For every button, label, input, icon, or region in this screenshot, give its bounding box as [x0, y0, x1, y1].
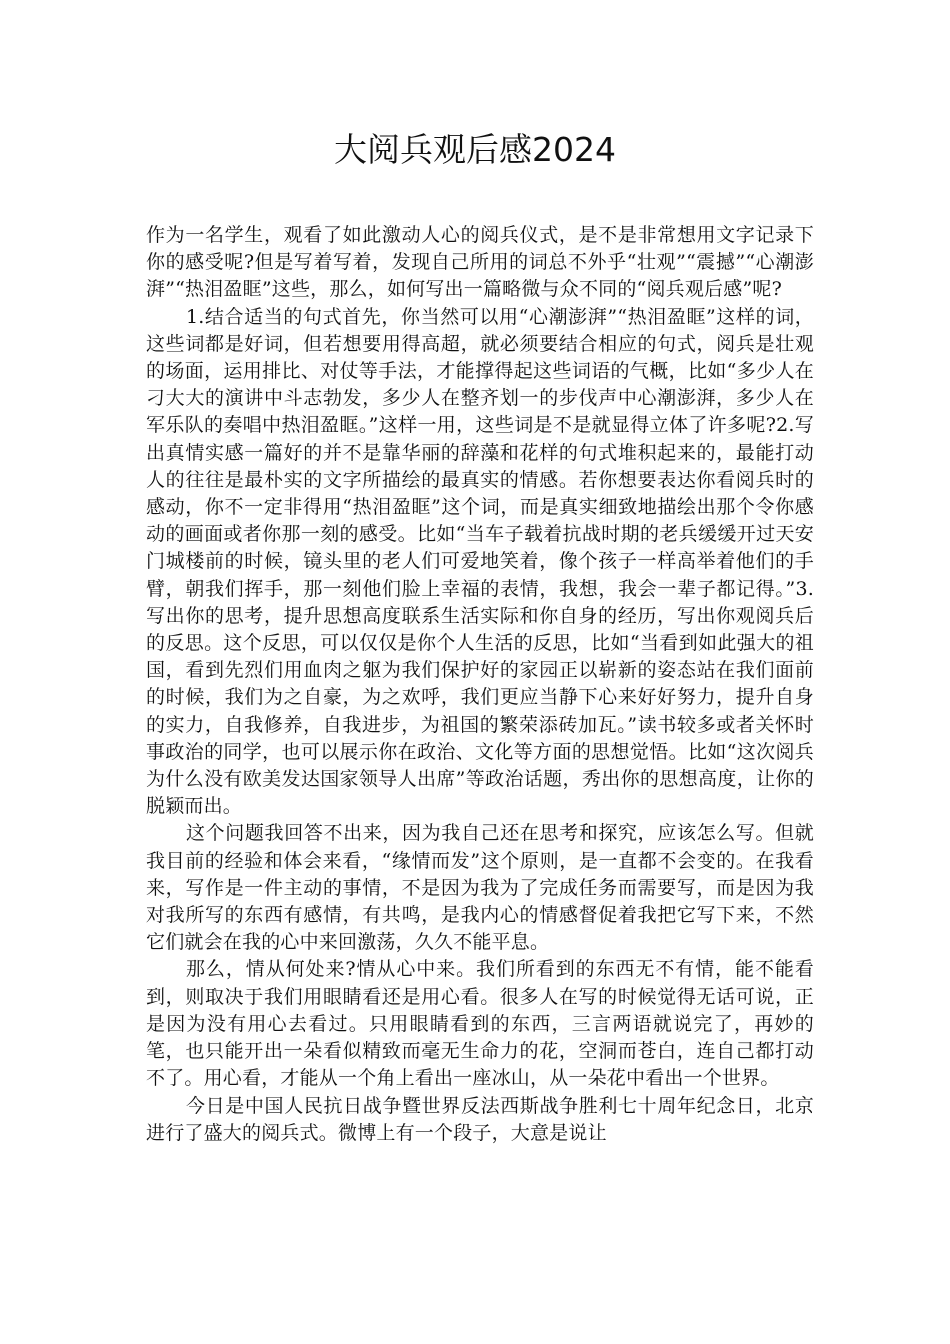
- paragraph-emotion-source: 那么，情从何处来?情从心中来。我们所看到的东西无不有情，能不能看到，则取决于我们用眼睛看还是用心看。很多人在写的时候觉得无话可说，正是因为没有用心去看过。只用眼睛看到的东西，三言两语就说完了，再妙的笔，也只能开出一朵看似精致而毫无生命力的花，空洞而苍白，连自己都打动不了。用心看，才能从一个角上看出一座冰山，从一朵花中看出一个世界。: [146, 958, 814, 1090]
- paragraph-anniversary: 今日是中国人民抗日战争暨世界反法西斯战争胜利七十周年纪念日，北京进行了盛大的阅兵式。微博上有一个段子，大意是说让: [146, 1094, 814, 1144]
- document-body: [146, 222, 814, 1147]
- paragraph-tips: 1.结合适当的句式首先，你当然可以用“心潮澎湃”“热泪盈眶”这样的词，这些词都是好词，但若想要用得高超，就必须要结合相应的句式，阅兵是壮观的场面，运用排比、对仗等手法，才能撑得起这些词语的气概，比如“多少人在刁大大的演讲中斗志勃发，多少人在整齐划一的步伐声中心潮澎湃，多少人在军乐队的奏唱中热泪盈眶。”这样一用，这些词是不是就显得立体了许多呢?2.写出真情实感一篇好的并不是靠华丽的辞藻和花样的句式堆积起来的，最能打动人的往往是最朴实的文字所描绘的最真实的情感。若你想要表达你看阅兵时的感动，你不一定非得用“热泪盈眶”这个词，而是真实细致地描绘出那个令你感动的画面或者你那一刻的感受。比如“当车子载着抗战时期的老兵缓缓开过天安门城楼前的时候，镜头里的老人们可爱地笑着，像个孩子一样高举着他们的手臂，朝我们挥手，那一刻他们脸上幸福的表情，我想，我会一辈子都记得。”3.写出你的思考，提升思想高度联系生活实际和你自身的经历，写出你观阅兵后的反思。这个反思，可以仅仅是你个人生活的反思，比如“当看到如此强大的祖国，看到先烈们用血肉之躯为我们保护好的家园正以崭新的姿态站在我们面前的时候，我们为之自豪，为之欢呼，我们更应当静下心来好好努力，提升自身的实力，自我修养，自我进步，为祖国的繁荣添砖加瓦。”读书较多或者关怀时事政治的同学，也可以展示你在政治、文化等方面的思想觉悟。比如“这次阅兵为什么没有欧美发达国家领导人出席”等政治话题，秀出你的思想高度，让你的脱颖而出。: [146, 305, 814, 818]
- document-title: 大阅兵观后感2024: [334, 130, 616, 169]
- paragraph-intro: 作为一名学生，观看了如此激动人心的阅兵仪式，是不是非常想用文字记录下你的感受呢?但是写着写着，发现自己所用的词总不外乎“壮观”“震撼”“心潮澎湃”“热泪盈眶”这些，那么，如何写出一篇略微与众不同的“阅兵观后感”呢?: [146, 224, 814, 301]
- paragraph-writing-principle: 这个问题我回答不出来，因为我自己还在思考和探究，应该怎么写。但就我目前的经验和体会来看，“缘情而发”这个原则，是一直都不会变的。在我看来，写作是一件主动的事情，不是因为我为了完成任务而需要写，而是因为我对我所写的东西有感情，有共鸣，是我内心的情感督促着我把它写下来，不然它们就会在我的心中来回激荡，久久不能平息。: [146, 822, 814, 954]
